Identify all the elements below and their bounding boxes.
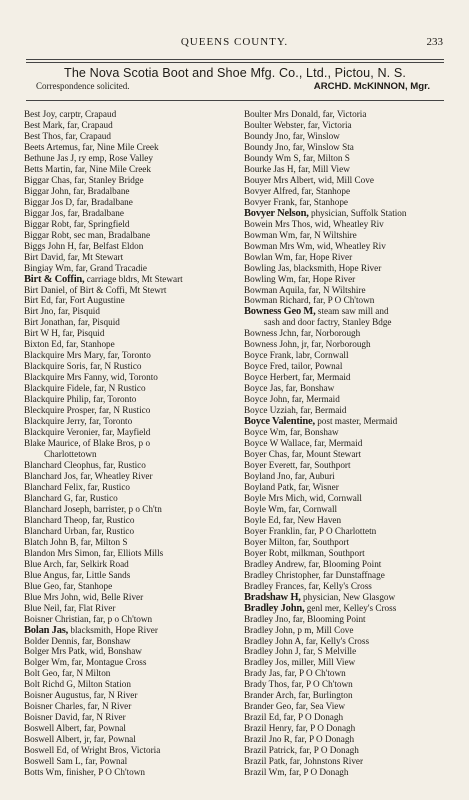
entry-text: Boyce W Wallace, far, Mermaid — [244, 438, 363, 449]
entry-text: physician, Suffolk Station — [308, 207, 407, 218]
directory-entry — [244, 317, 468, 328]
entry-text: Brander Arch, far, Burlington — [244, 690, 353, 701]
directory-entry — [24, 515, 248, 526]
directory-entry — [244, 219, 468, 230]
entry-text: steam saw mill and — [315, 306, 389, 317]
directory-entry — [24, 625, 248, 636]
ad-solicit-text: Correspondence solicited. — [36, 81, 130, 91]
entry-text: Bixton Ed, far, Stanhope — [24, 339, 115, 350]
entry-text: Boisner Augustus, far, N River — [24, 690, 138, 701]
entry-text: Boswell Ed, of Wright Bros, Victoria — [24, 745, 161, 756]
entry-text: Blanchard Felix, far, Rustico — [24, 481, 131, 492]
entry-text: Bethune Jas J, ry emp, Rose Valley — [24, 152, 153, 163]
directory-entry — [24, 559, 248, 570]
page-number: 233 — [426, 36, 443, 48]
entry-text: Bolger Mrs Patk, wid, Bonshaw — [24, 646, 142, 657]
directory-entry — [24, 701, 248, 712]
entry-text: Boundy Jno, far, Winslow Sta — [244, 141, 354, 152]
entry-text: Boyle Wm, far, Cornwall — [244, 503, 338, 514]
entry-text: Bowling Wm, far, Hope River — [244, 273, 356, 284]
entry-text: Bowman Richard, far, P O Ch'town — [244, 295, 375, 306]
entry-text: Boundy Jno, far, Winslow — [244, 130, 340, 141]
entry-text: Biggar Robt, far, Springfield — [24, 218, 130, 229]
directory-entry — [244, 405, 468, 416]
directory-entry — [24, 274, 248, 285]
entry-text: Blue Angus, far, Little Sands — [24, 569, 131, 580]
entry-text: carriage bldrs, Mt Stewart — [84, 273, 183, 284]
directory-entry — [244, 361, 468, 372]
directory-entry — [244, 701, 468, 712]
entry-text: Biggar Jos D, far, Bradalbane — [24, 196, 133, 207]
directory-entry — [24, 131, 248, 142]
entry-text: Boisner Christian, far, p o Ch'town — [24, 613, 153, 624]
directory-entry — [24, 241, 248, 252]
entry-text: Boyer Robt, milkman, Southport — [244, 547, 365, 558]
entry-text: physician, New Glasgow — [300, 591, 396, 602]
directory-entry — [24, 361, 248, 372]
directory-entry — [244, 427, 468, 438]
entry-text: Bradley John, p m, Mill Cove — [244, 624, 354, 635]
directory-entry — [24, 175, 248, 186]
directory-entry — [244, 460, 468, 471]
directory-entry — [24, 142, 248, 153]
directory-entry — [244, 120, 468, 131]
entry-text: Bradley Jno, far, Blooming Point — [244, 613, 366, 624]
directory-entry — [24, 339, 248, 350]
directory-entry — [24, 186, 248, 197]
directory-entry — [24, 208, 248, 219]
directory-entry — [244, 614, 468, 625]
directory-entry — [24, 668, 248, 679]
entry-text: Boswell Sam L, far, Pownal — [24, 756, 128, 767]
entry-text: Bolder Dennis, far, Bonshaw — [24, 635, 131, 646]
entry-text: Boswell Albert, far, Pownal — [24, 723, 126, 734]
directory-entry — [244, 515, 468, 526]
directory-entry — [24, 745, 248, 756]
entry-text: Boyland Jno, far, Auburi — [244, 470, 335, 481]
directory-entry — [24, 416, 248, 427]
directory-entry — [24, 690, 248, 701]
directory-entry — [24, 197, 248, 208]
advertisement-banner — [26, 66, 444, 98]
ad-company-line: The Nova Scotia Boot and Shoe Mfg. Co., Ltd., Pictou, N. S. — [64, 66, 406, 80]
entry-text: Boundy Wm S, far, Milton S — [244, 152, 350, 163]
entry-text: Boisner Charles, far, N River — [24, 701, 132, 712]
ad-second-line — [26, 81, 444, 92]
entry-text: Botts Wm, finisher, P O Ch'town — [24, 767, 145, 778]
directory-entry — [244, 471, 468, 482]
directory-entry — [244, 767, 468, 778]
directory-entry — [244, 241, 468, 252]
entry-text: Birt David, far, Mt Stewart — [24, 251, 124, 262]
directory-entry — [244, 230, 468, 241]
entry-text: genl mer, Kelley's Cross — [304, 602, 397, 613]
directory-entry — [24, 493, 248, 504]
directory-entry — [244, 756, 468, 767]
directory-entry — [244, 186, 468, 197]
directory-entry — [244, 668, 468, 679]
directory-entry — [24, 581, 248, 592]
entry-text: Brander Geo, far, Sea View — [244, 701, 345, 712]
directory-entry — [244, 493, 468, 504]
entry-text: Biggar Robt, sec man, Bradalbane — [24, 229, 151, 240]
directory-entry — [24, 306, 248, 317]
entry-bold-name: Birt & Coffin, — [24, 273, 85, 285]
directory-entry — [244, 526, 468, 537]
entry-text: Bingiay Wm, far, Grand Tracadie — [24, 262, 147, 273]
directory-entry — [24, 230, 248, 241]
directory-entry — [244, 350, 468, 361]
directory-entry — [244, 712, 468, 723]
directory-entry — [24, 317, 248, 328]
directory-entry — [244, 723, 468, 734]
directory-entry — [24, 767, 248, 778]
directory-entry — [24, 285, 248, 296]
directory-entry — [244, 559, 468, 570]
directory-entry — [24, 570, 248, 581]
entry-text: Bolt Richd G, Milton Station — [24, 679, 131, 690]
entry-text: Boswell Albert, jr, far, Pownal — [24, 734, 136, 745]
directory-entry — [244, 603, 468, 614]
entry-text: Blanchard Theop, far, Rustico — [24, 514, 135, 525]
entry-text: Boyer Chas, far, Mount Stewart — [244, 449, 362, 460]
entry-text: Brady Jas, far, P O Ch'town — [244, 668, 346, 679]
entry-text: Blatch John B, far, Milton S — [24, 536, 128, 547]
entry-bold-name: Bradley John, — [244, 602, 305, 614]
ad-bottom-rule — [26, 100, 444, 101]
entry-text: Brazil Patrick, far, P O Donagh — [244, 745, 359, 756]
entry-text: Bourke Jas H, far, Mill View — [244, 163, 350, 174]
directory-entry — [24, 471, 248, 482]
entry-text: Boyle Mrs Mich, wid, Cornwall — [244, 492, 362, 503]
entry-text: Bovyer Frank, far, Stanhope — [244, 196, 348, 207]
directory-entry — [244, 690, 468, 701]
entry-bold-name: Boyce Valentine, — [244, 416, 315, 428]
page-title: QUEENS COUNTY. — [180, 36, 289, 48]
entry-text: Blue Geo, far, Stanhope — [24, 580, 113, 591]
directory-entry — [244, 383, 468, 394]
directory-entry — [24, 350, 248, 361]
directory-entry — [244, 175, 468, 186]
directory-entry — [24, 526, 248, 537]
directory-entry — [24, 657, 248, 668]
page-header — [0, 36, 469, 52]
entry-text: Bradley Christopher, far Dunstaffnage — [244, 569, 385, 580]
entry-text: Boyland Patk, far, Wisner — [244, 481, 339, 492]
entry-text: Brady Thos, far, P O Ch'town — [244, 679, 353, 690]
entry-text: Bowein Mrs Thos, wid, Wheatley Riv — [244, 218, 384, 229]
entry-text: post master, Mermaid — [314, 416, 398, 427]
entry-text: Boyce Fred, tailor, Pownal — [244, 361, 343, 372]
entry-text: Bradley Frances, far, Kelly's Cross — [244, 580, 372, 591]
directory-entry — [24, 603, 248, 614]
entry-text: Best Mark, far, Crapaud — [24, 119, 113, 130]
entry-text: Blue Arch, far, Selkirk Road — [24, 558, 129, 569]
entry-bold-name: Bolan Jas, — [24, 624, 69, 636]
directory-entry — [244, 208, 468, 219]
entry-bold-name: Bradshaw H, — [244, 591, 301, 603]
entry-text: Betts Martin, far, Nine Mile Creek — [24, 163, 151, 174]
directory-entry — [24, 646, 248, 657]
entry-text: Biggar Chas, far, Stanley Bridge — [24, 174, 144, 185]
entry-text: Bleckquire Prosper, far, N Rustico — [24, 405, 151, 416]
directory-entry — [244, 592, 468, 603]
entry-text: Boyer Franklin, far, P O Charlottetn — [244, 525, 377, 536]
directory-entry — [24, 537, 248, 548]
directory-entry — [24, 153, 248, 164]
entry-text: Bovyer Alfred, far, Stanhope — [244, 185, 351, 196]
directory-entry — [244, 164, 468, 175]
entry-text: Blanchard Urban, far, Rustico — [24, 525, 135, 536]
entry-text: Boulter Mrs Donald, far, Victoria — [244, 109, 367, 119]
directory-column-left — [24, 109, 248, 778]
directory-entry — [244, 109, 468, 120]
entry-text: Blackquire Fidele, far, N Rustico — [24, 383, 146, 394]
directory-entry — [24, 712, 248, 723]
entry-text: Bradley John J, far, S Melville — [244, 646, 357, 657]
entry-text: Boyce Herbert, far, Mermaid — [244, 372, 351, 383]
entry-text: Birt Jno, far, Pisquid — [24, 306, 100, 317]
entry-text: Boyce Frank, labr, Cornwall — [244, 350, 349, 361]
entry-text: Biggar John, far, Bradalbane — [24, 185, 130, 196]
entry-text: Bowness John, jr, far, Norborough — [244, 339, 371, 350]
directory-entry — [24, 394, 248, 405]
entry-text: Blackquire Philip, far, Toronto — [24, 394, 137, 405]
entry-text: Best Thos, far, Crapaud — [24, 130, 111, 141]
directory-entry — [244, 625, 468, 636]
directory-entry — [244, 252, 468, 263]
directory-entry — [244, 657, 468, 668]
entry-text: Bowlan Wm, far, Hope River — [244, 251, 353, 262]
directory-entry — [24, 295, 248, 306]
entry-text: Blanchard Jos, far, Wheatley River — [24, 470, 153, 481]
directory-entry — [24, 372, 248, 383]
entry-text: Biggs John H, far, Belfast Eldon — [24, 240, 144, 251]
entry-bold-name: Bovyer Nelson, — [244, 207, 309, 219]
directory-entry — [244, 274, 468, 285]
entry-text: Brazil Henry, far, P O Donagh — [244, 723, 356, 734]
entry-text: Bowman Mrs Wm, wid, Wheatley Riv — [244, 240, 386, 251]
directory-entry — [244, 306, 468, 317]
entry-text: Blackquire Jerry, far, Toronto — [24, 416, 133, 427]
entry-text: Boyce Jas, far, Bonshaw — [244, 383, 335, 394]
directory-entry — [244, 438, 468, 449]
directory-entry — [24, 427, 248, 438]
directory-entry — [244, 482, 468, 493]
directory-entry — [244, 142, 468, 153]
entry-text: Best Joy, carptr, Crapaud — [24, 109, 117, 119]
directory-entry — [24, 252, 248, 263]
directory-entry — [24, 614, 248, 625]
entry-text: blacksmith, Hope River — [68, 624, 158, 635]
entry-text: Brazil Wm, far, P O Donagh — [244, 767, 349, 778]
directory-entry — [24, 405, 248, 416]
directory-entry — [244, 263, 468, 274]
directory-entry — [24, 756, 248, 767]
directory-entry — [24, 636, 248, 647]
directory-entry — [244, 449, 468, 460]
directory-entry — [244, 548, 468, 559]
entry-text: Boyle Ed, far, New Haven — [244, 514, 342, 525]
entry-text: Blue Mrs John, wid, Belle River — [24, 591, 144, 602]
directory-entry — [244, 537, 468, 548]
entry-text: Bouyer Mrs Albert, wid, Mill Cove — [244, 174, 374, 185]
directory-entry — [244, 745, 468, 756]
entry-text: Blanchard Cleophus, far, Rustico — [24, 460, 146, 470]
entry-text: Biggar Jos, far, Bradalbane — [24, 207, 124, 218]
directory-entry — [24, 548, 248, 559]
directory-entry — [244, 285, 468, 296]
directory-entry — [244, 394, 468, 405]
directory-entry — [24, 460, 248, 471]
directory-entry — [244, 372, 468, 383]
entry-text: Blackquire Soris, far, N Rustico — [24, 361, 142, 372]
directory-entry — [24, 164, 248, 175]
directory-entry — [244, 295, 468, 306]
entry-text: Boyce Uzziah, far, Bermaid — [244, 405, 347, 416]
entry-text: Bowness Jchn, far, Norborough — [244, 328, 361, 339]
directory-entry — [24, 723, 248, 734]
entry-text: Bradley Andrew, far, Blooming Point — [244, 558, 382, 569]
directory-entry — [244, 679, 468, 690]
entry-text: Blackquire Mrs Mary, far, Toronto — [24, 350, 151, 361]
entry-text: Brazil Jno R, far, P O Donagh — [244, 734, 355, 745]
directory-entry — [244, 197, 468, 208]
directory-entry — [244, 646, 468, 657]
entry-text: Birt Jonathan, far, Pisquid — [24, 317, 120, 328]
entry-text: Boyce Wm, far, Bonshaw — [244, 427, 339, 438]
entry-text: Blanchard G, far, Rustico — [24, 492, 118, 503]
directory-entry — [24, 219, 248, 230]
entry-text: Bradley Jos, miller, Mill View — [244, 657, 356, 668]
entry-text: Blake Maurice, of Blake Bros, p o — [24, 438, 151, 449]
entry-text: Boyce John, far, Mermaid — [244, 394, 340, 405]
directory-entry — [24, 263, 248, 274]
header-double-rule — [26, 59, 444, 63]
directory-entry — [244, 734, 468, 745]
entry-bold-name: Bowness Geo M, — [244, 306, 316, 318]
entry-text: Birt Daniel, of Birt & Coffi, Mt Stewrt — [24, 284, 167, 295]
entry-text: Brazil Ed, far, P O Donagh — [244, 712, 344, 723]
entry-text: Birt Ed, far, Fort Augustine — [24, 295, 125, 306]
entry-text: Blackquire Veronier, far, Mayfield — [24, 427, 151, 438]
directory-entry — [24, 482, 248, 493]
entry-text: Bowman Wm, far, N Wiltshire — [244, 229, 357, 240]
entry-text: Brazil Patk, far, Johnstons River — [244, 756, 364, 767]
directory-entry — [244, 328, 468, 339]
directory-entry — [244, 416, 468, 427]
directory-entry — [24, 109, 248, 120]
entry-text: Boulter Webster, far, Victoria — [244, 119, 352, 130]
directory-entry — [244, 570, 468, 581]
directory-entry — [24, 449, 248, 460]
entry-text: Blue Neil, far, Flat River — [24, 602, 116, 613]
entry-text: Blackquire Mrs Fanny, wid, Toronto — [24, 372, 158, 383]
directory-entry — [244, 636, 468, 647]
directory-entry — [24, 504, 248, 515]
directory-entry — [244, 131, 468, 142]
directory-entry — [24, 328, 248, 339]
directory-entry — [24, 120, 248, 131]
entry-text: Blanchard Joseph, barrister, p o Ch'tn — [24, 503, 162, 514]
directory-entry — [244, 153, 468, 164]
directory-column-right — [244, 109, 468, 778]
entry-text: Bolger Wm, far, Montague Cross — [24, 657, 147, 668]
directory-entry — [244, 504, 468, 515]
entry-text: Charlottetown — [44, 449, 97, 460]
entry-text: Blandon Mrs Simon, far, Elliots Mills — [24, 547, 164, 558]
entry-text: Boisner David, far, N River — [24, 712, 126, 723]
directory-entry — [24, 383, 248, 394]
directory-entry — [24, 438, 248, 449]
entry-text: Beets Artemus, far, Nine Mile Creek — [24, 141, 159, 152]
entry-text: Bolt Geo, far, N Milton — [24, 668, 111, 679]
directory-entry — [244, 581, 468, 592]
entry-text: Bowling Jas, blacksmith, Hope River — [244, 262, 382, 273]
entry-text: Boyer Everett, far, Southport — [244, 460, 351, 470]
entry-text: Bradley John A, far, Kelly's Cross — [244, 635, 370, 646]
entry-text: sash and door factry, Stanley Bdge — [264, 317, 392, 328]
ad-manager-text: ARCHD. McKINNON, Mgr. — [313, 81, 430, 92]
directory-entry — [24, 679, 248, 690]
entry-text: Birt W H, far, Pisquid — [24, 328, 105, 339]
entry-text: Bowman Aquila, far, N Wiltshire — [244, 284, 366, 295]
directory-entry — [24, 592, 248, 603]
directory-entry — [244, 339, 468, 350]
directory-entry — [24, 734, 248, 745]
entry-text: Boyer Milton, far, Southport — [244, 536, 350, 547]
